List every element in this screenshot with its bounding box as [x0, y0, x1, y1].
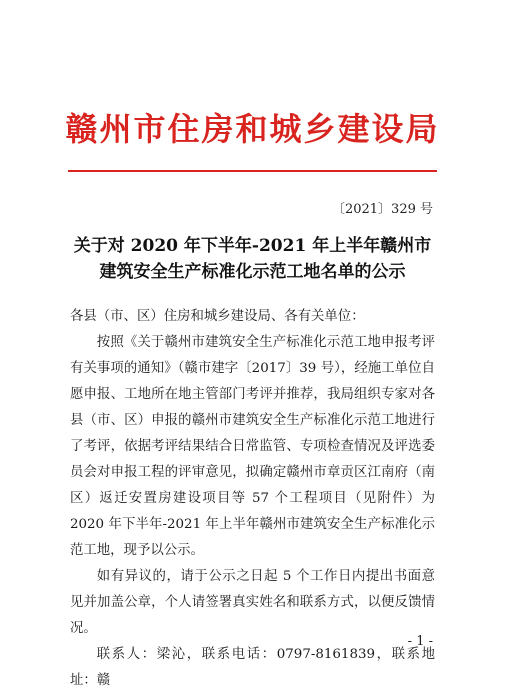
document-body [70, 304, 435, 694]
document-title [0, 233, 505, 285]
header-red-rule [68, 170, 437, 172]
title-line-1: 关于对 2020 年下半年-2021 年上半年赣州市 [73, 236, 432, 256]
contact-line: 联系人：梁沁，联系电话：0797-8161839，联系地址：赣 [70, 647, 435, 688]
title-line-2: 建筑安全生产标准化示范工地名单的公示 [99, 262, 406, 282]
issuing-authority-header: 赣州市住房和城乡建设局 [65, 110, 440, 148]
salutation: 各县（市、区）住房和城乡建设局、各有关单位： [70, 309, 365, 324]
page-number: - 1 - [407, 634, 433, 649]
paragraph-announcement: 按照《关于赣州市建筑安全生产标准化示范工地申报考评有关事项的通知》（赣市建字〔2017〕39 号），经施工单位自愿申报、工地所在地主管部门考评并推荐，我局组织专家对各县（市、区）申报的赣州市建筑安全生产标准化示范工地进行了考评，依据考评结果结合日常监管、专项检查情况及评选委员会对申报工程的评审意见，拟确定赣州市章贡区江南府（南区）返迁安置房建设项目等 57 个工程项目（见附件）为 2020 年下半年-2021 年上半年赣州市建筑安全生产标准化示范工地，现予以公示。 [70, 335, 435, 558]
document-number: 〔2021〕329 号 [331, 202, 433, 217]
paragraph-objection: 如有异议的，请于公示之日起 5 个工作日内提出书面意见并加盖公章，个人请签署真实姓名和联系方式，以便反馈情况。 [70, 569, 435, 636]
